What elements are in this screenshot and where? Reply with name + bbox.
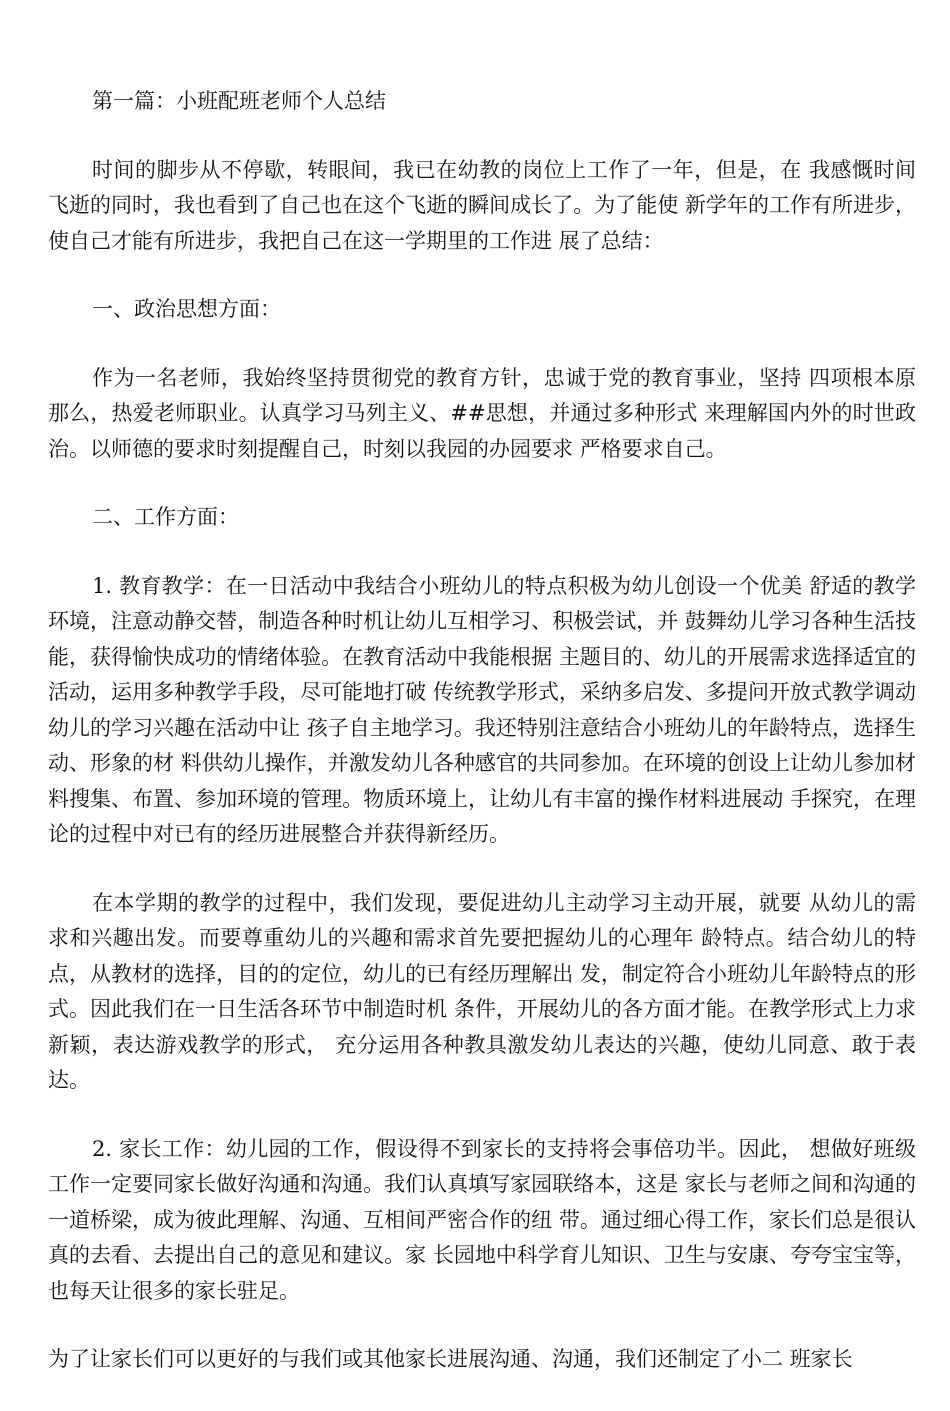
item2-paragraph: 2. 家长工作：幼儿园的工作，假设得不到家长的支持将会事倍功半。因此， 想做好班级工作一定要同家长做好沟通和沟通。我们认真填写家园联络本，这是 家长与老师之间和沟通的一道桥梁，成为彼此理解、沟通、互相间严密合作的纽 带。通过细心得工作，家长们总是很认真的去看、去提出自己的意见和建议。家 长园地中科学育儿知识、卫生与安康、夸夸宝宝等，也每天让很多的家长驻足。 <box>48 1136 916 1303</box>
section1-heading: 一、政治思想方面： <box>92 297 281 321</box>
section1-paragraph: 作为一名老师，我始终坚持贯彻党的教育方针，忠诚于党的教育事业，坚持 四项根本原那么，热爱老师职业。认真学习马列主义、##思想，并通过多种形式 来理解国内外的时世政治。以师德的要求时刻提醒自己，时刻以我园的办园要求 严格要求自己。 <box>48 365 916 461</box>
item1-paragraph: 1. 教育教学：在一日活动中我结合小班幼儿的特点积极为幼儿创设一个优美 舒适的教学环境，注意动静交替，制造各种时机让幼儿互相学习、积极尝试，并 鼓舞幼儿学习各种生活技能，获得愉快成功的情绪体验。在教育活动中我能根据 主题目的、幼儿的开展需求选择适宜的活动，运用多种教学手段，尽可能地打破 传统教学形式，采纳多启发、多提问开放式教学调动幼儿的学习兴趣在活动中让 孩子自主地学习。我还特别注意结合小班幼儿的年龄特点，选择生动、形象的材 料供幼儿操作，并激发幼儿各种感官的共同参加。在环境的创设上让幼儿参加材 料搜集、布置、参加环境的管理。物质环境上，让幼儿有丰富的操作材料进展动 手探究，在理论的过程中对已有的经历进展整合并获得新经历。 <box>48 573 916 846</box>
document-page <box>48 84 916 1411</box>
item1-continuation-paragraph: 在本学期的教学的过程中，我们发现，要促进幼儿主动学习主动开展，就要 从幼儿的需求和兴趣出发。而要尊重幼儿的兴趣和需求首先要把握幼儿的心理年 龄特点。结合幼儿的特点，从教材的选择，目的的定位，幼儿的已有经历理解出 发，制定符合小班幼儿年龄特点的形式。因此我们在一日生活各环节中制造时机 条件，开展幼儿的各方面才能。在教学形式上力求新颖，表达游戏教学的形式， 充分运用各种教具激发幼儿表达的兴趣，使幼儿同意、敢于表达。 <box>48 890 916 1092</box>
section2-heading: 二、工作方面： <box>92 505 239 529</box>
intro-paragraph: 时间的脚步从不停歇，转眼间，我已在幼教的岗位上工作了一年，但是，在 我感慨时间飞逝的同时，我也看到了自己也在这个飞逝的瞬间成长了。为了能使 新学年的工作有所进步，使自己才能有所进步，我把自己在这一学期里的工作进 展了总结： <box>48 157 916 253</box>
item2-continuation-paragraph: 为了让家长们可以更好的与我们或其他家长进展沟通、沟通，我们还制定了小二 班家长 <box>48 1347 853 1371</box>
document-title: 第一篇：小班配班老师个人总结 <box>92 89 386 113</box>
